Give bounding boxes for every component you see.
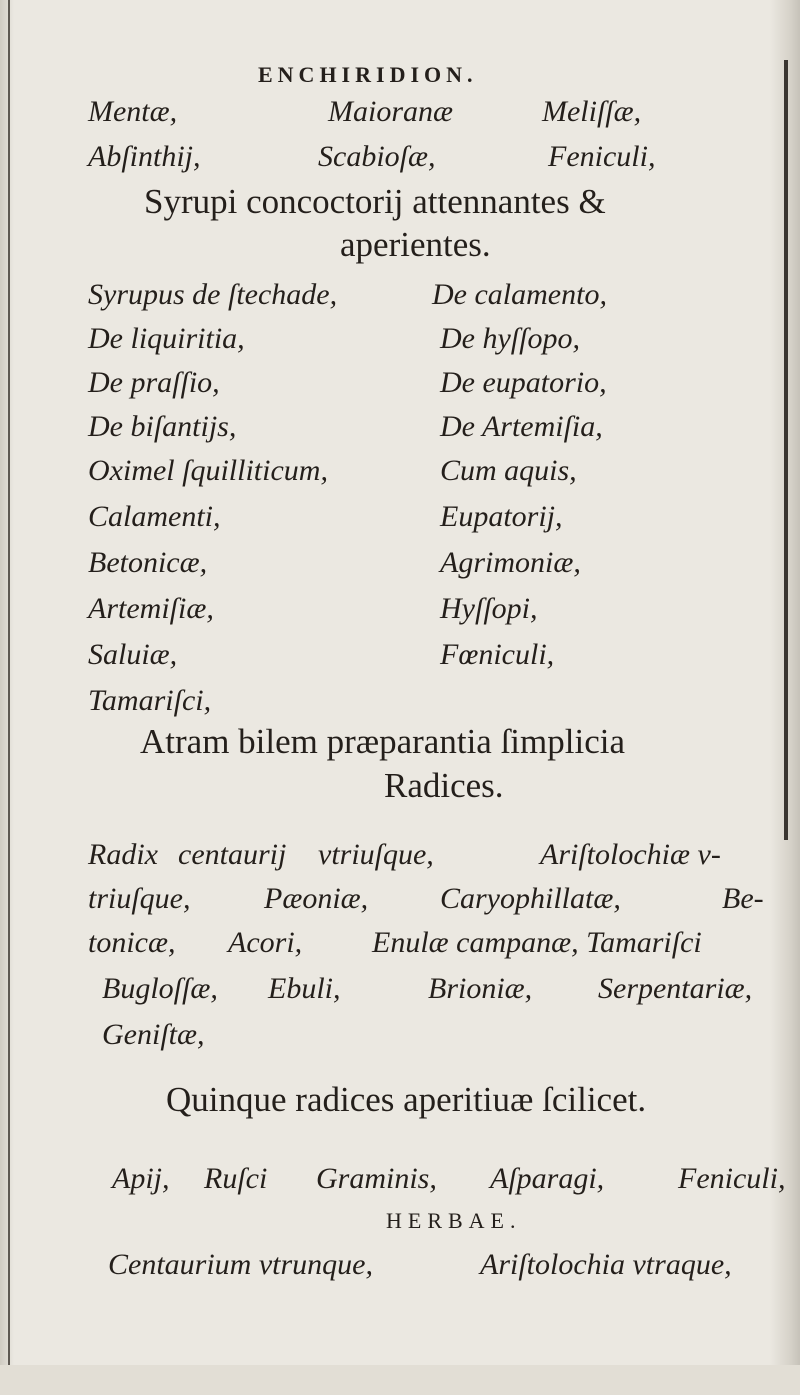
- list-item: Enulæ campanæ, Tamariſci: [372, 926, 702, 959]
- list-item: De biſantijs,: [88, 410, 237, 443]
- intro-item: Mentæ,: [88, 95, 178, 128]
- list-item: De liquiritia,: [88, 322, 245, 355]
- list-item: Acori,: [228, 926, 303, 959]
- page-edge-line: [784, 60, 788, 840]
- list-item: Calamenti,: [88, 500, 221, 533]
- list-item: Graminis,: [316, 1162, 437, 1195]
- list-item: De calamento,: [432, 278, 607, 311]
- list-item: tonicæ,: [88, 926, 176, 959]
- running-head: ENCHIRIDION.: [258, 62, 478, 87]
- list-item: Eupatorij,: [440, 500, 563, 533]
- intro-item: Scabioſæ,: [318, 140, 436, 173]
- list-item: Ariſtolochia vtraque,: [480, 1248, 732, 1281]
- list-item: De hyſſopo,: [440, 322, 580, 355]
- list-item: Feniculi,: [678, 1162, 786, 1195]
- list-item: Ebuli,: [268, 972, 341, 1005]
- list-item: Saluiæ,: [88, 638, 178, 671]
- list-item: Bugloſſæ,: [102, 972, 218, 1005]
- list-item: Agrimoniæ,: [440, 546, 581, 579]
- list-item: Caryophillatæ,: [440, 882, 621, 915]
- list-item: De Artemiſia,: [440, 410, 603, 443]
- list-item: De praſſio,: [88, 366, 220, 399]
- list-item: Fœniculi,: [440, 638, 555, 671]
- list-item: centaurij: [178, 838, 287, 871]
- list-item: Artemiſiæ,: [88, 592, 214, 625]
- list-item: Pæoniæ,: [264, 882, 369, 915]
- intro-item: Meliſſæ,: [542, 95, 642, 128]
- subsection-heading: HERBAE.: [386, 1208, 522, 1233]
- list-item: Centaurium vtrunque,: [108, 1248, 373, 1281]
- list-item: Oximel ſquilliticum,: [88, 454, 328, 487]
- list-item: Tamariſci,: [88, 684, 212, 717]
- section-heading: Atram bilem præparantia ſimplicia: [140, 722, 625, 761]
- list-item: Geniſtæ,: [102, 1018, 205, 1051]
- section-heading: Radices.: [384, 766, 504, 805]
- section-heading: aperientes.: [340, 225, 491, 264]
- list-item: Hyſſopi,: [440, 592, 538, 625]
- list-item: Betonicæ,: [88, 546, 208, 579]
- list-item: Serpentariæ,: [598, 972, 753, 1005]
- list-item: Cum aquis,: [440, 454, 577, 487]
- list-item: Ariſtolochiæ v-: [540, 838, 721, 871]
- page-bottom-margin: [0, 1365, 800, 1395]
- intro-item: Abſinthij,: [88, 140, 201, 173]
- list-item: Apij,: [112, 1162, 170, 1195]
- list-item: triuſque,: [88, 882, 191, 915]
- intro-item: Maioranæ: [328, 95, 454, 128]
- section-heading: Syrupi concoctorij attennantes &: [144, 182, 606, 221]
- intro-item: Feniculi,: [548, 140, 656, 173]
- list-item: De eupatorio,: [440, 366, 607, 399]
- list-item: Ruſci: [204, 1162, 268, 1195]
- list-item: Radix: [88, 838, 158, 871]
- list-item: vtriuſque,: [318, 838, 434, 871]
- section-heading: Quinque radices aperitiuæ ſcilicet.: [166, 1080, 647, 1119]
- list-item: Be-: [722, 882, 764, 915]
- page-gutter-line: [8, 0, 10, 1395]
- list-item: Brioniæ,: [428, 972, 533, 1005]
- list-item: Aſparagi,: [490, 1162, 605, 1195]
- list-item: Syrupus de ſtechade,: [88, 278, 338, 311]
